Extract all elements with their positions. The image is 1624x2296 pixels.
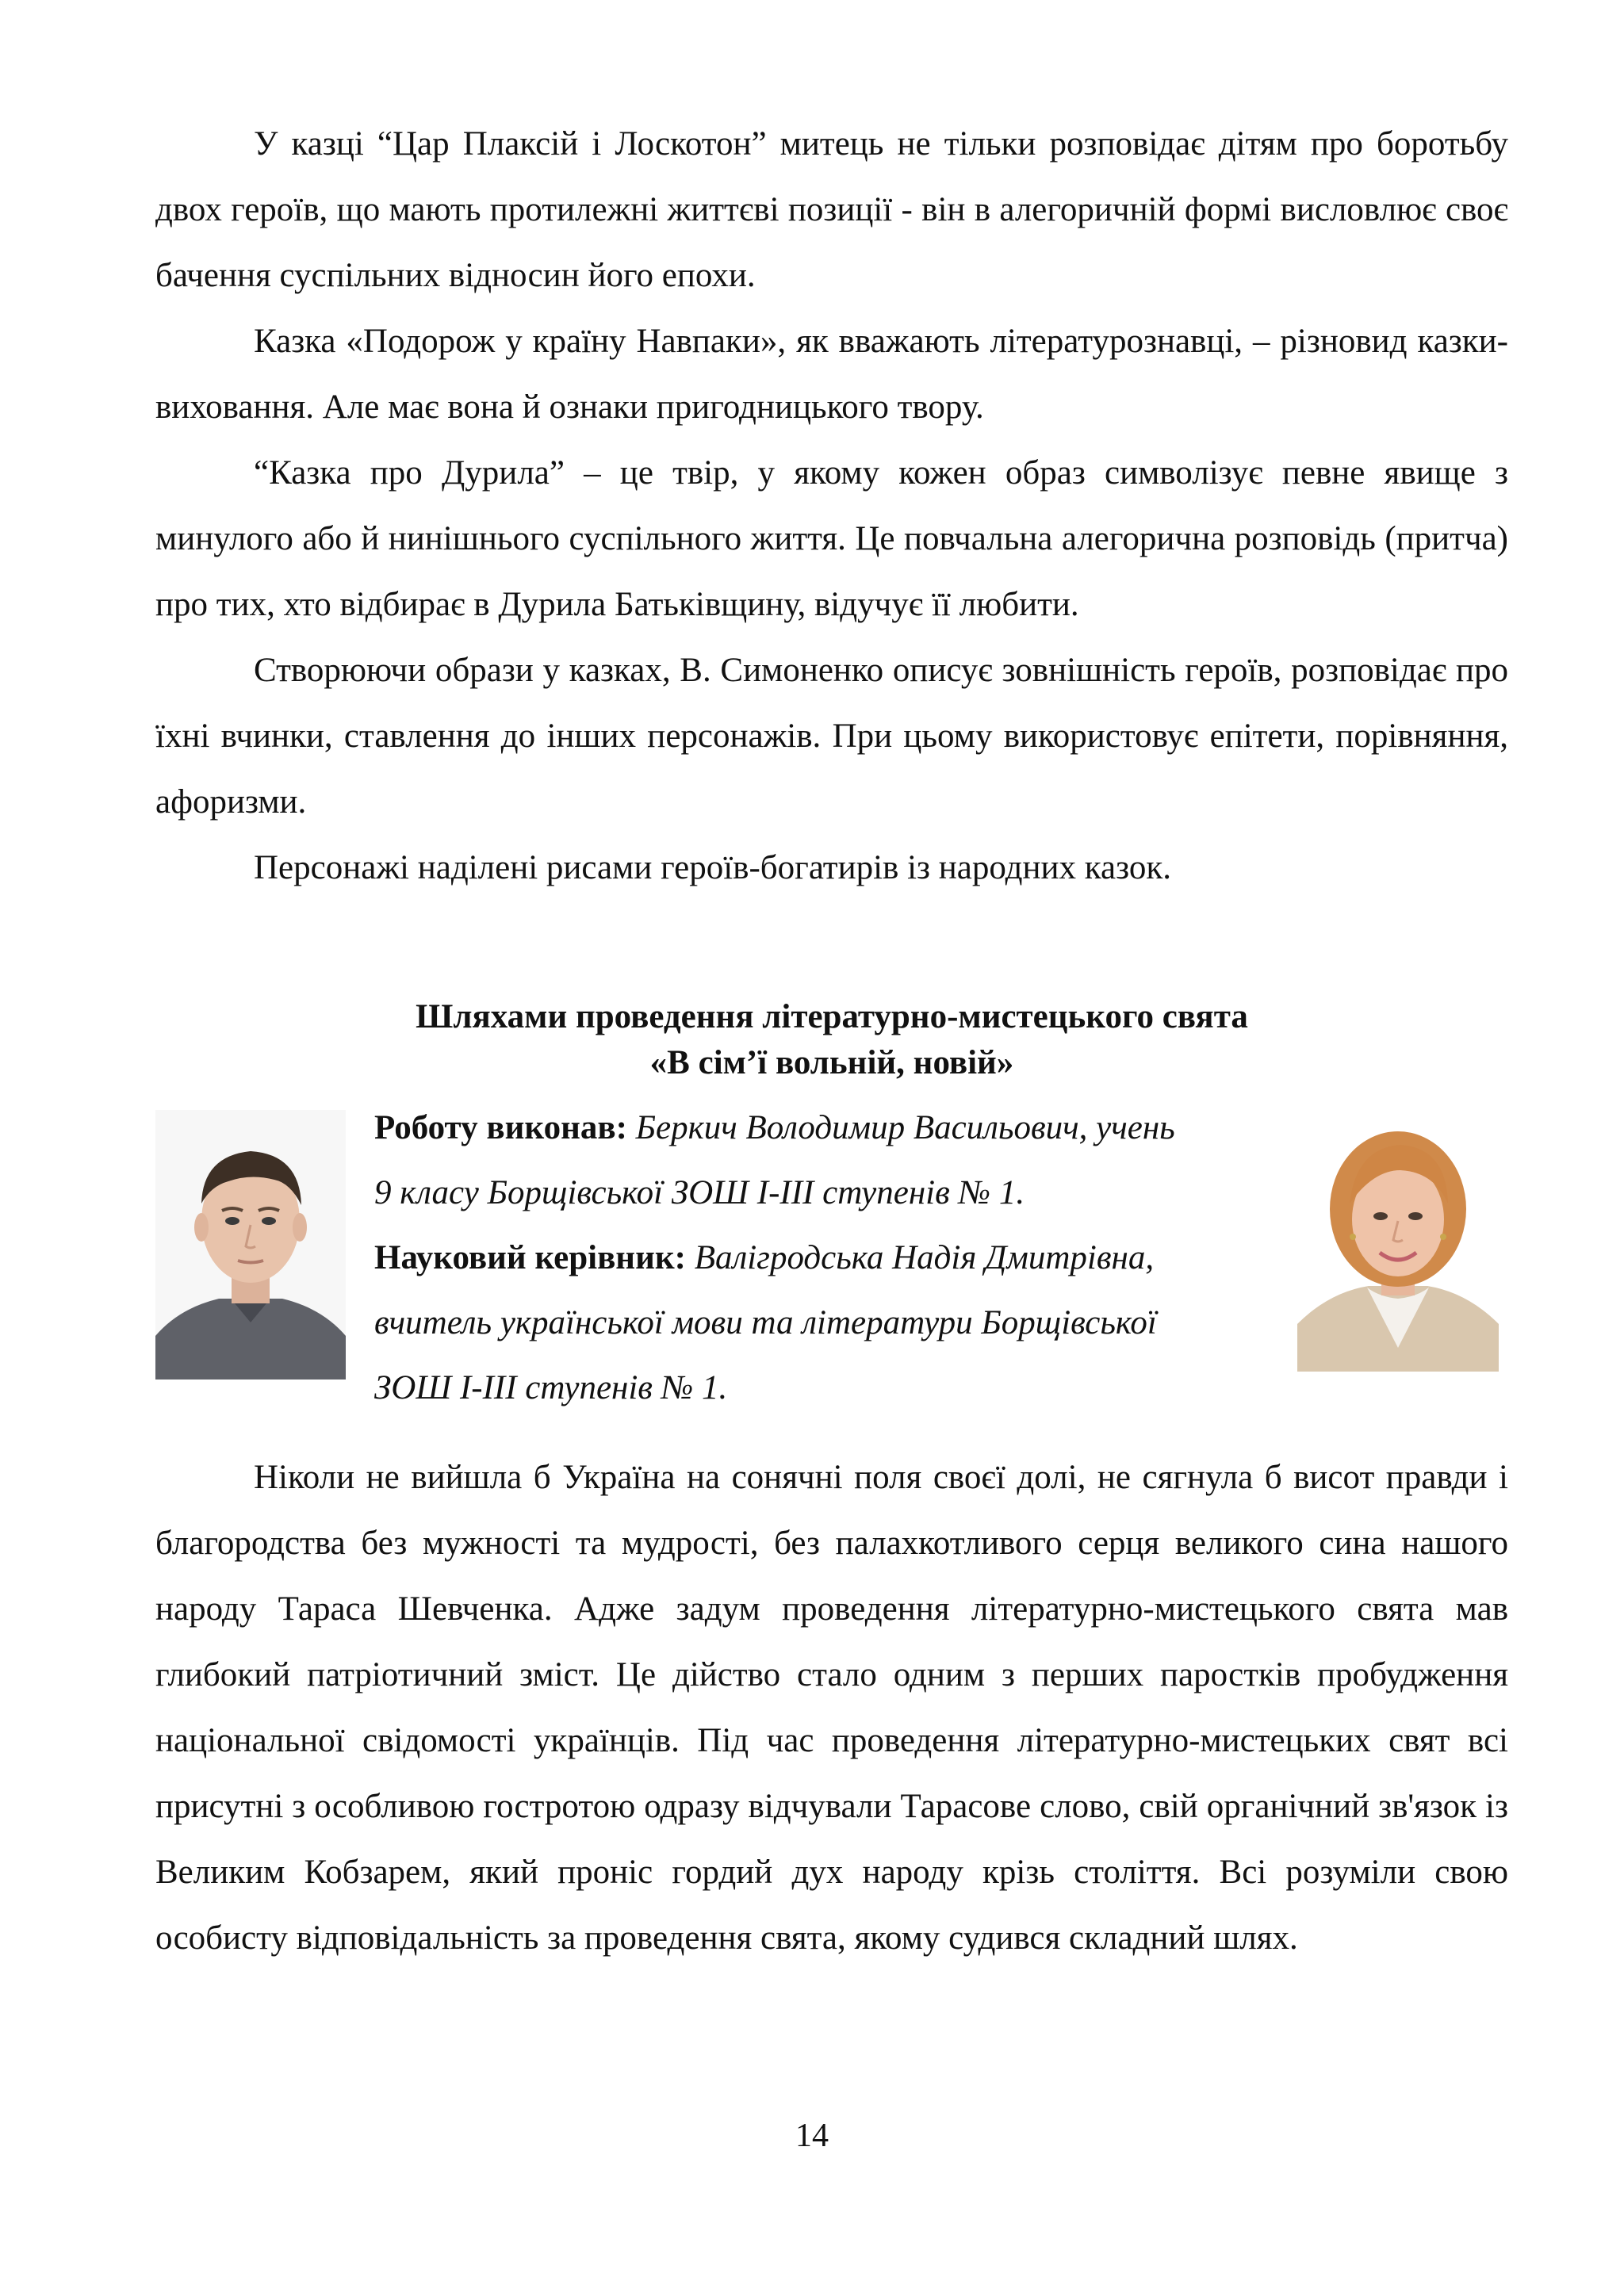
teacher-photo: [1297, 1110, 1499, 1372]
paragraph-personazhi: Персонажі наділені рисами героїв-богатирів із народних казок.: [254, 849, 1171, 886]
student-photo: [155, 1110, 346, 1380]
paragraph-navpaky: Казка «Подорож у країну Навпаки», як вважають літературознавці, – різновид казки-виховання. Але має вона й ознаки пригодницького твору.: [155, 323, 1508, 426]
student-portrait-image: [155, 1110, 346, 1380]
page-number: 14: [795, 2118, 829, 2154]
teacher-portrait-image: [1297, 1110, 1499, 1372]
paragraph-tsar-plaksii: У казці “Цар Плаксій і Лоскотон” митець не тільки розповідає дітям про боротьбу двох героїв, що мають протилежні життєві позиції - він в алегоричній формі висловлює своє бачення суспільних відносин його епохи.: [155, 125, 1508, 294]
work-value-1: Беркич Володимир Васильович, учень: [635, 1109, 1175, 1146]
author-line-1: [374, 1096, 1275, 1161]
supervisor-line-3: [374, 1356, 1275, 1421]
authors-info: [374, 1096, 1275, 1421]
supervisor-value-3: ЗОШ І-ІІІ ступенів № 1.: [374, 1369, 728, 1406]
paragraph-shevchenko: Ніколи не вийшла б Україна на сонячні поля своєї долі, не сягнула б висот правди і благородства без мужності та мудрості, без палахкотливого серця великого сина нашого народу Тараса Шевченка. Адже задум проведення літературно-мистецького свята мав глибокий патріотичний зміст. Це дійство стало одним з перших паростків пробудження національної свідомості українців. Під час проведення літературно-мистецьких свят всі присутні з особливою гостротою одразу відчували Тарасове слово, свій органічний зв'язок із Великим Кобзарем, який проніс гордий дух народу крізь століття. Всі розуміли свою особисту відповідальність за проведення свята, якому судився складний шлях.: [155, 1459, 1508, 1957]
work-value-2: 9 класу Борщівської ЗОШ І-ІІІ ступенів № 1.: [374, 1174, 1025, 1211]
document-page: [155, 111, 1508, 1971]
supervisor-line-1: [374, 1226, 1275, 1291]
supervisor-label: Науковий керівник:: [374, 1239, 686, 1276]
section-title-line-2: «В сім’ї вольній, новій»: [649, 1044, 1014, 1081]
work-label: Роботу виконав:: [374, 1109, 627, 1146]
section-title: [155, 994, 1508, 1086]
author-line-2: [374, 1161, 1275, 1226]
paragraph-duryla: “Казка про Дурила” – це твір, у якому кожен образ символізує певне явище з минулого або й нинішнього суспільного життя. Це повчальна алегорична розповідь (притча) про тих, хто відбирає в Дурила Батьківщину, відучує її любити.: [155, 454, 1508, 623]
supervisor-line-2: [374, 1291, 1275, 1356]
paragraph-obrazy: Створюючи образи у казках, В. Симоненко описує зовнішність героїв, розповідає про їхні вчинки, ставлення до інших персонажів. При цьому використовує епітети, порівняння, афоризми.: [155, 652, 1508, 821]
authors-block: [155, 1096, 1508, 1445]
supervisor-value-1: Валігродська Надія Дмитрівна,: [694, 1239, 1155, 1276]
supervisor-value-2: вчитель української мови та літератури Борщівської: [374, 1304, 1157, 1341]
section-title-line-1: Шляхами проведення літературно-мистецького свята: [416, 998, 1248, 1035]
